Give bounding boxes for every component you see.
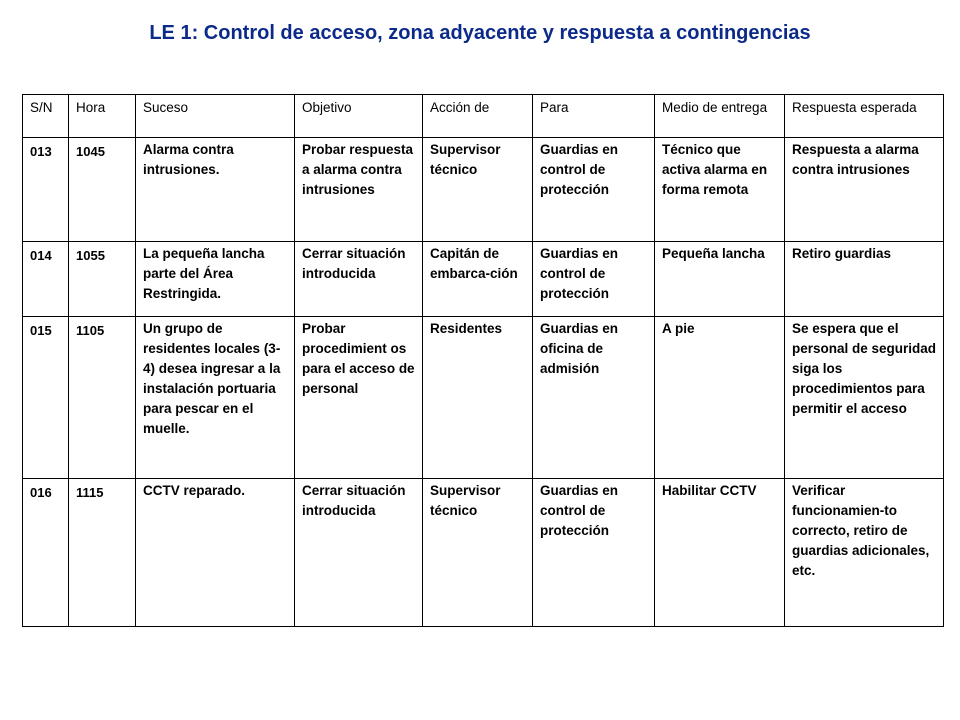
cell-accion-de: Supervisor técnico <box>423 479 533 627</box>
column-header-suceso: Suceso <box>136 95 295 138</box>
cell-suceso: La pequeña lancha parte del Área Restringida. <box>136 242 295 317</box>
cell-objetivo: Cerrar situación introducida <box>295 479 423 627</box>
cell-para: Guardias en control de protección <box>533 479 655 627</box>
cell-respuesta: Verificar funcionamien-to correcto, retiro de guardias adicionales, etc. <box>785 479 944 627</box>
cell-medio: A pie <box>655 317 785 479</box>
cell-hora: 1055 <box>69 242 136 317</box>
column-header-respuesta: Respuesta esperada <box>785 95 944 138</box>
cell-objetivo: Probar procedimient os para el acceso de personal <box>295 317 423 479</box>
cell-suceso: CCTV reparado. <box>136 479 295 627</box>
cell-respuesta: Retiro guardias <box>785 242 944 317</box>
cell-para: Guardias en oficina de admisión <box>533 317 655 479</box>
column-header-accion-de: Acción de <box>423 95 533 138</box>
cell-medio: Técnico que activa alarma en forma remota <box>655 138 785 242</box>
table-row <box>23 138 944 242</box>
table-row <box>23 317 944 479</box>
cell-respuesta: Respuesta a alarma contra intrusiones <box>785 138 944 242</box>
table-row <box>23 242 944 317</box>
column-header-objetivo: Objetivo <box>295 95 423 138</box>
page-title: LE 1: Control de acceso, zona adyacente y respuesta a contingencias <box>149 22 811 44</box>
cell-accion-de: Supervisor técnico <box>423 138 533 242</box>
cell-hora: 1115 <box>69 479 136 627</box>
cell-medio: Pequeña lancha <box>655 242 785 317</box>
column-header-hora: Hora <box>69 95 136 138</box>
cell-respuesta: Se espera que el personal de seguridad siga los procedimientos para permitir el acceso <box>785 317 944 479</box>
cell-sn: 016 <box>23 479 69 627</box>
cell-para: Guardias en control de protección <box>533 138 655 242</box>
cell-hora: 1045 <box>69 138 136 242</box>
cell-sn: 013 <box>23 138 69 242</box>
cell-sn: 014 <box>23 242 69 317</box>
cell-objetivo: Probar respuesta a alarma contra intrusiones <box>295 138 423 242</box>
exercise-schedule-table <box>22 94 944 627</box>
cell-accion-de: Capitán de embarca-ción <box>423 242 533 317</box>
table-row <box>23 479 944 627</box>
cell-accion-de: Residentes <box>423 317 533 479</box>
cell-objetivo: Cerrar situación introducida <box>295 242 423 317</box>
cell-sn: 015 <box>23 317 69 479</box>
cell-medio: Habilitar CCTV <box>655 479 785 627</box>
cell-suceso: Un grupo de residentes locales (3-4) desea ingresar a la instalación portuaria para pescar en el muelle. <box>136 317 295 479</box>
cell-suceso: Alarma contra intrusiones. <box>136 138 295 242</box>
column-header-para: Para <box>533 95 655 138</box>
cell-hora: 1105 <box>69 317 136 479</box>
column-header-sn: S/N <box>23 95 69 138</box>
cell-para: Guardias en control de protección <box>533 242 655 317</box>
column-header-medio: Medio de entrega <box>655 95 785 138</box>
table-header-row <box>23 95 944 138</box>
